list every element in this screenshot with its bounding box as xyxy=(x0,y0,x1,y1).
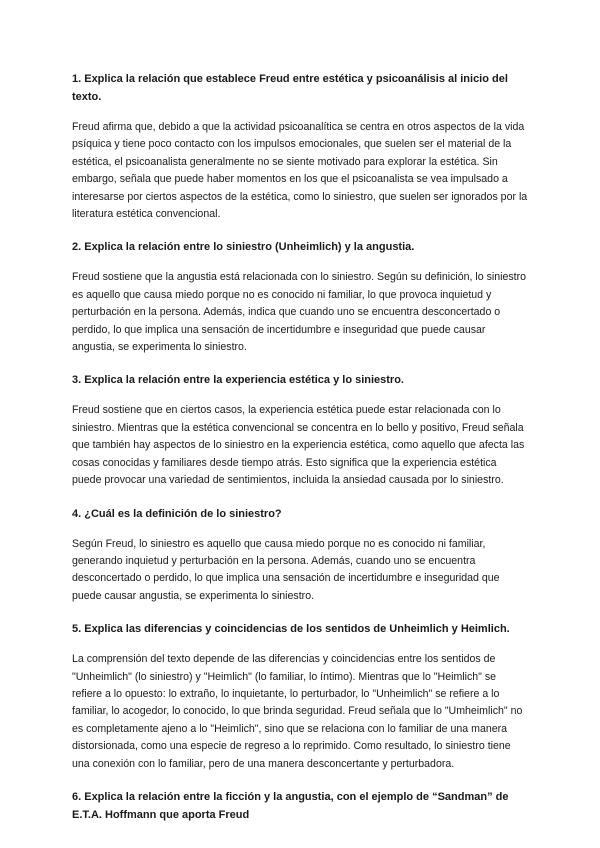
answer-paragraph: Freud sostiene que la angustia está relacionada con lo siniestro. Según su definición, lo siniestro es aquello que causa miedo porque no es conocido ni familiar, lo que provoca inquietud y perturbación en la persona. Además, indica que cuando uno se encuentra desconcertado o perdido, lo que implica una sensación de incertidumbre e inseguridad que puede causar angustia, se experimenta lo siniestro. xyxy=(72,271,527,354)
question-heading: 1. Explica la relación que establece Freud entre estética y psicoanálisis al inicio del texto. xyxy=(72,73,508,103)
answer-paragraph: Freud sostiene que en ciertos casos, la experiencia estética puede estar relacionada con lo siniestro. Mientras que la estética convencional se concentra en lo bello y positivo, Freud señala que también hay aspectos de lo siniestro en la experiencia estética, como aquello que afecta las cosas conocidas y familiares desde tiempo atrás. Esto significa que la experiencia estética puede provocar una variedad de sentimientos, incluida la ansiedad causada por lo siniestro. xyxy=(72,404,525,487)
section-5 xyxy=(72,620,528,773)
section-3 xyxy=(72,371,528,489)
answer-paragraph: Según Freud, lo siniestro es aquello que causa miedo porque no es conocido ni familiar, generando inquietud y perturbación en la persona. Además, cuando uno se encuentra desconcertado o perdido, lo que implica una sensación de incertidumbre e inseguridad que puede causar angustia, se experimenta lo siniestro. xyxy=(72,537,500,602)
section-6 xyxy=(72,788,528,824)
section-2 xyxy=(72,238,528,356)
question-heading: 3. Explica la relación entre la experiencia estética y lo siniestro. xyxy=(72,374,404,387)
question-heading: 5. Explica las diferencias y coincidencias de los sentidos de Unheimlich y Heimlich. xyxy=(72,623,510,636)
question-heading: 4. ¿Cuál es la definición de lo siniestro? xyxy=(72,507,282,520)
answer-paragraph: La comprensión del texto depende de las diferencias y coincidencias entre los sentidos de "Unheimlich" (lo siniestro) y "Heimlich" (lo familiar, lo íntimo). Mientras que lo "Heimlich" se refiere a lo opuesto: lo extraño, lo inquietante, lo perturbador, lo "Unheimlich" se refiere a lo familiar, lo acogedor, lo conocido, lo que brinda seguridad. Freud señala que lo "Umheimlich" no es completamente ajeno a lo "Heimlich", sino que se relaciona con lo familiar de una manera distorsionada, como una especie de regreso a lo reprimido. Como resultado, lo siniestro tiene una conexión con lo familiar, pero de una manera desconcertante y perturbadora. xyxy=(72,653,523,770)
section-1 xyxy=(72,70,528,223)
question-heading: 6. Explica la relación entre la ficción y la angustia, con el ejemplo de “Sandman” de E.T.A. Hoffmann que aporta Freud xyxy=(72,790,509,821)
question-heading: 2. Explica la relación entre lo siniestro (Unheimlich) y la angustia. xyxy=(72,241,415,254)
section-4 xyxy=(72,505,528,606)
answer-paragraph: Freud afirma que, debido a que la actividad psicoanalítica se centra en otros aspectos de la vida psíquica y tiene poco contacto con los impulsos emocionales, que suelen ser el material de la estética, el psicoanalista generalmente no se siente motivado para explorar la estética. Sin embargo, señala que puede haber momentos en los que el psicoanalista se vea impulsado a interesarse por ciertos aspectos de la estética, como lo siniestro, que suelen ser ignorados por la literatura estética convencional. xyxy=(72,121,528,221)
